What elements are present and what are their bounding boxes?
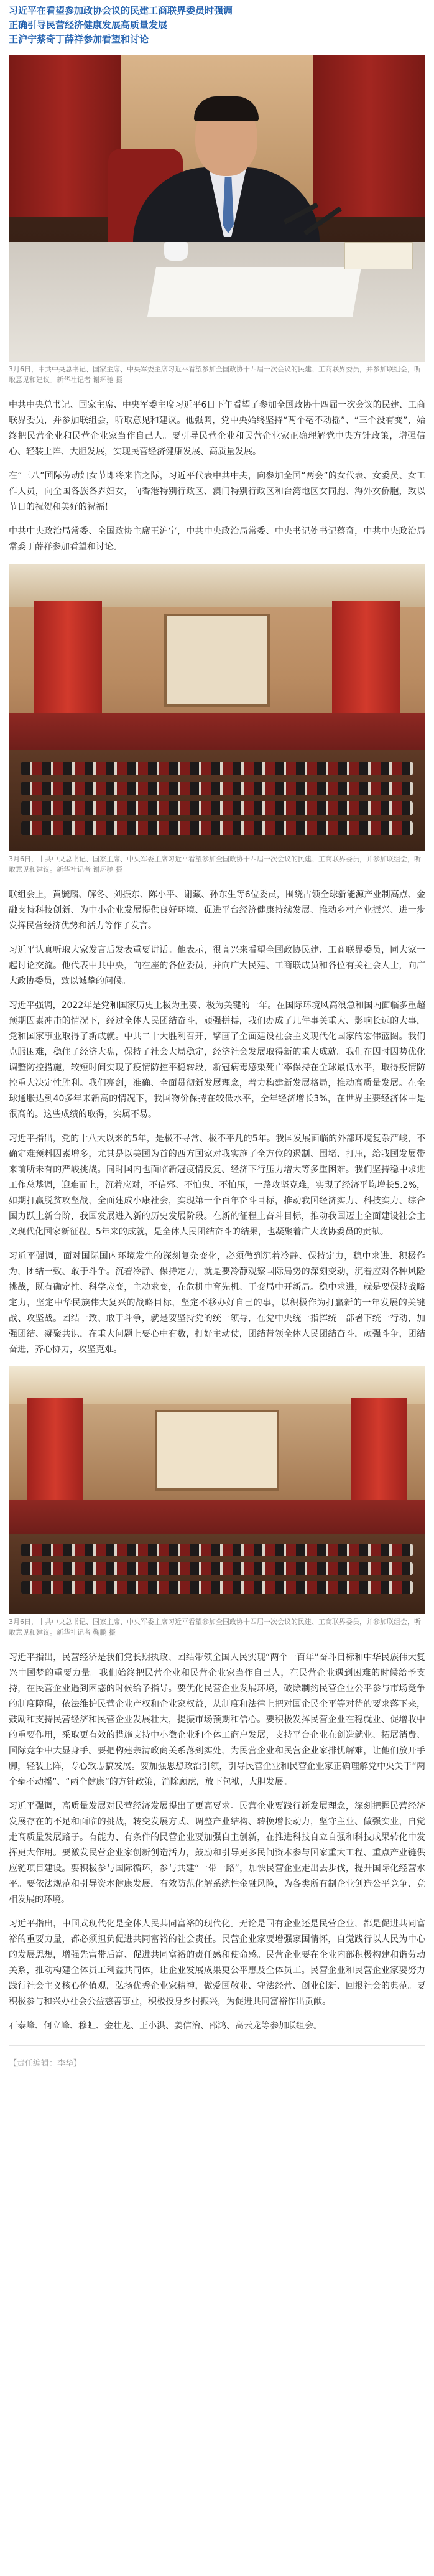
headline-line-2: 正确引导民营经济健康发展高质量发展	[9, 19, 168, 30]
paragraph: 习近平强调，面对国际国内环境发生的深刻复杂变化，必须做到沉着冷静、保持定力，稳中求进、积极作为，团结一致、敢于斗争。沉着冷静、保持定力，就是要冷静观察国际局势的深刻变动，沉着应对各种风险挑战，既有确定性、科学应变，主动求变，在危机中育先机、于变局中开新局。稳中求进，就是要保持战略定力，坚定中华民族伟大复兴的战略目标，坚定不移办好自己的事，以积极作为打赢新的一年发展的关键战、攻坚战。团结一致、敢于斗争，就是要坚持党的统一领导，在党中央统一指挥统一部署下统一行动，加强团结、凝聚共识，在重大问题上要心中有数，打好主动仗，团结带领全体人民团结奋斗，顽强斗争，团结奋进，齐心协力，攻坚克难。	[9, 1251, 425, 1355]
photo-caption: 3月6日，中共中央总书记、国家主席、中央军委主席习近平看望参加全国政协十四届一次会议的民建、工商联界委员，并参加联组会，听取意见和建议。新华社记者 谢环驰 摄	[9, 855, 421, 874]
news-photo-meeting	[9, 1366, 425, 1614]
photo-caption: 3月6日，中共中央总书记、国家主席、中央军委主席习近平看望参加全国政协十四届一次会议的民建、工商联界委员，并参加联组会，听取意见和建议。新华社记者 鞠鹏 摄	[9, 1618, 421, 1636]
paragraph: 习近平指出，党的十八大以来的5年，是极不寻常、极不平凡的5年。我国发展面临的外部环境复杂严峻，不确定难预料因素增多，尤其是以美国为首的西方国家对我实施了全方位的遏制、围堵、打压，给我国发展带来前所未有的严峻挑战。同时国内也面临新冠疫情反复、经济下行压力增大等多重困难。我们坚持稳中求进工作总基调，迎难而上，沉着应对，不信邪、不怕鬼、不怕压，一路攻坚克难，实现了经济平均增长5.2%，如期打赢脱贫攻坚战，全面建成小康社会，实现第一个百年奋斗目标，推动我国经济实力、科技实力、综合国力跃上新台阶，我国发展进入新的历史发展阶段。在新的征程上奋斗目标，推动我国迈上全面建设社会主义现代化国家新征程。5年来的成就，是全体人民团结奋斗的结果，也凝聚着广大政协委员的贡献。	[9, 1134, 425, 1237]
divider	[9, 2045, 425, 2046]
figure-2	[9, 564, 425, 877]
paragraph: 习近平指出，民营经济是我们党长期执政、团结带领全国人民实现“两个一百年”奋斗目标和中华民族伟大复兴中国梦的重要力量。我们始终把民营企业和民营企业家当作自己人，在民营企业遇到困难的时候给予支持，在民营企业遇到困惑的时候给予指导。要优化民营企业发展环境，破除制约民营企业公平参与市场竞争的制度障碍，依法维护民营企业产权和企业家权益，从制度和法律上把对国企民企平等对待的要求落下来，鼓励和支持民营经济和民营企业发展壮大，提振市场预期和信心。要积极发挥民营企业在稳就业、促增收中的重要作用，采取更有效的措施支持中小微企业和个体工商户发展，支持平台企业在创造就业、拓展消费、国际竞争中大显身手。要把构建亲清政商关系落到实处，为民营企业和民营企业家排忧解难，让他们放开手脚，轻装上阵，专心致志搞发展。要加强思想政治引领，引导民营企业和民营企业家正确理解党中央关于“两个毫不动摇”、“两个健康”的方针政策，消除顾虑，放下包袱，大胆发展。	[9, 1653, 425, 1787]
figure-3	[9, 1366, 425, 1640]
editor-label: 【责任编辑：	[9, 2059, 58, 2068]
headline-line-1: 习近平在看望参加政协会议的民建工商联界委员时强调	[9, 5, 233, 16]
paragraph: 习近平认真听取大家发言后发表重要讲话。他表示，很高兴来看望全国政协民建、工商联界委员，同大家一起讨论交流。他代表中共中央，向在座的各位委员，并向广大民建、工商联成员和各位有关社会人士，向广大政协委员，致以诚挚的问候。	[9, 945, 425, 986]
paragraph: 在“三八”国际劳动妇女节即将来临之际，习近平代表中共中央，向参加全国“两会”的女代表、女委员、女工作人员，向全国各族各界妇女，向香港特别行政区、澳门特别行政区和台湾地区女同胞、海外女侨胞，致以节日的祝贺和美好的祝福！	[9, 471, 425, 512]
news-photo-hall	[9, 564, 425, 851]
paragraph: 中共中央总书记、国家主席、中央军委主席习近平6日下午看望了参加全国政协十四届一次会议的民建、工商联界委员，并参加联组会，听取意见和建议。他强调，党中央始终坚持“两个毫不动摇”、“三个没有变”，始终把民营企业和民营企业家当作自己人。要引导民营企业和民营企业家正确理解党中央方针政策，增强信心、轻装上阵、大胆发展，实现民营经济健康发展、高质量发展。	[9, 400, 425, 457]
paragraph: 习近平强调，2022年是党和国家历史上极为重要、极为关键的一年。在国际环境风高浪急和国内面临多重超预期因素冲击的情况下，经过全体人民团结奋斗，顽强拼搏，我们办成了几件事关重大、影响长远的大事，党和国家事业取得了新成就。中共二十大胜利召开，擘画了全面建设社会主义现代化国家的宏伟蓝图。我们克服困难，稳住了经济大盘，保持了社会大局稳定，经济社会发展取得新的重大成就。我们在因时因势优化调整防控措施，较短时间实现了疫情防控平稳转段，新冠病毒感染死亡率保持在全球最低水平，取得疫情防控重大决定性胜利。我们亮剑，准确、全面贯彻新发展理念，着力构建新发展格局，推动高质量发展。在全球通胀达到40多年来新高的情况下，我国物价保持在较低水平，全年经济增长3%，在世界主要经济体中是很高的。这些成绩的取得，实属不易。	[9, 1001, 425, 1119]
article-section-b	[9, 887, 425, 1358]
photo-caption: 3月6日，中共中央总书记、国家主席、中央军委主席习近平看望参加全国政协十四届一次会议的民建、工商联界委员，并参加联组会，听取意见和建议。新华社记者 谢环驰 摄	[9, 365, 421, 384]
editor-name: 李华	[57, 2059, 74, 2068]
paragraph: 习近平强调，高质量发展对民营经济发展提出了更高要求。民营企业要践行新发展理念，深刻把握民营经济发展存在的不足和面临的挑战，转变发展方式、调整产业结构、转换增长动力，坚守主业、做强实业，自觉走高质量发展路子。有能力、有条件的民营企业要加强自主创新，在推进科技自立自强和科技成果转化中发挥更大作用。要激发民营企业家创新创造活力，鼓励和引导更多民间资本参与国家重大工程、重点产业链供应链项目建设。要积极参与国际循环，参与共建“一带一路”，加快民营企业走出去步伐，提升国际化经营水平。要依法规范和引导资本健康发展，有效防范化解系统性金融风险，为各类所有制企业创造公平竞争、竞相发展的环境。	[9, 1801, 425, 1905]
article-section-c	[9, 1650, 425, 2034]
headline	[9, 0, 425, 47]
paragraph: 习近平指出，中国式现代化是全体人民共同富裕的现代化。无论是国有企业还是民营企业，都是促进共同富裕的重要力量，都必须担负促进共同富裕的社会责任。民营企业家要增强家国情怀，自觉践行以人民为中心的发展思想，增强先富带后富、促进共同富裕的责任感和使命感。民营企业要在企业内部积极构建和谐劳动关系，推动构建全体员工利益共同体，让企业发展成果更公平惠及全体员工。民营企业和民营企业家要努力践行社会主义核心价值观，弘扬优秀企业家精神，做爱国敬业、守法经营、创业创新、回报社会的典范。要积极参与和兴办社会公益慈善事业，积极投身乡村振兴，为促进共同富裕作出贡献。	[9, 1919, 425, 2007]
article-section-a	[9, 398, 425, 555]
headline-line-3: 王沪宁蔡奇丁薛祥参加看望和讨论	[9, 34, 149, 45]
paragraph: 石泰峰、何立峰、穆虹、金壮龙、王小洪、姜信治、邵鸿、高云龙等参加联组会。	[9, 2021, 322, 2031]
news-photo-portrait	[9, 55, 425, 362]
paragraph: 联组会上，黄毓麟、解冬、刘振东、陈小平、谢藏、孙东生等6位委员，围绕占领全球新能源产业制高点、金融支持科技创新、为中小企业发展提供良好环境、促进平台经济健康持续发展、推动乡村产业振兴、进一步发挥民营经济优势和活力等作了发言。	[9, 890, 425, 931]
figure-1	[9, 55, 425, 388]
editor-end: 】	[73, 2059, 82, 2068]
editor-credit	[9, 2057, 425, 2071]
paragraph: 中共中央政治局常委、全国政协主席王沪宁，中共中央政治局常委、中央书记处书记蔡奇，中共中央政治局常委丁薛祥参加看望和讨论。	[9, 526, 425, 552]
